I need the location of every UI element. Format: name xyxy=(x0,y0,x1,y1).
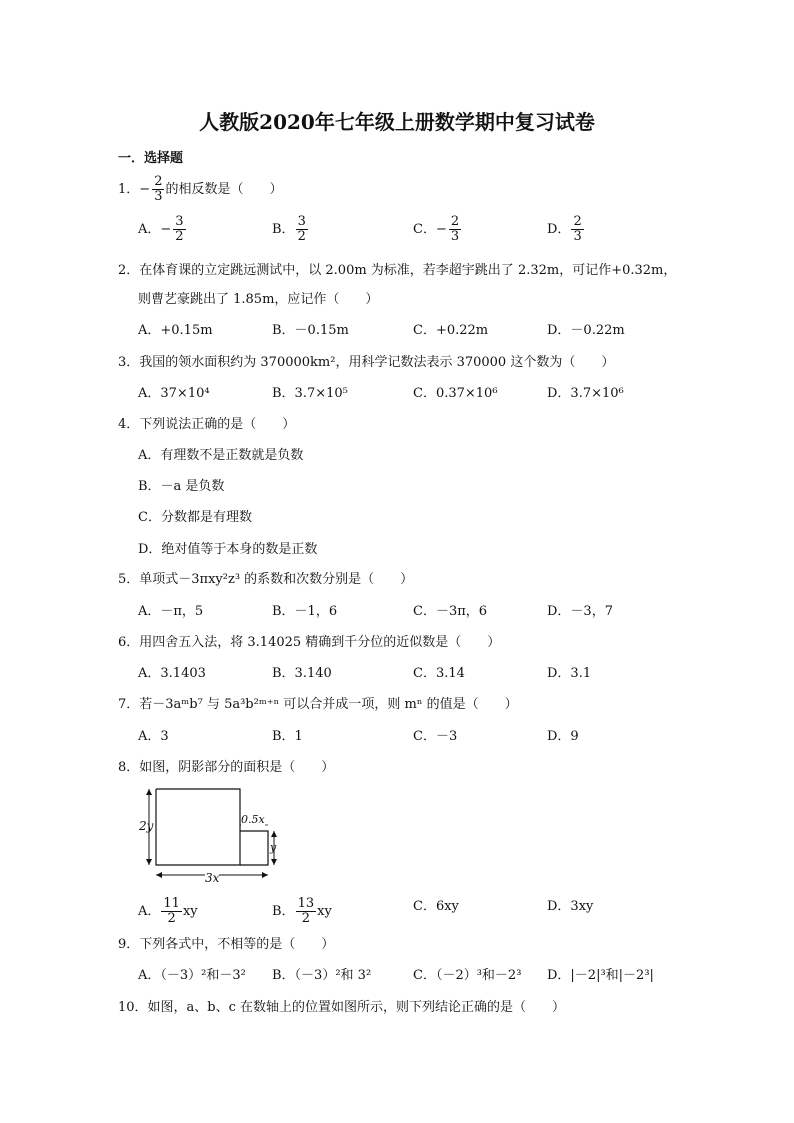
q9-option-c[interactable]: C．（－2）³和－2³ xyxy=(413,968,522,983)
q7-option-d[interactable]: D．9 xyxy=(547,729,579,744)
q1-option-c[interactable]: C．− $\frac{2}{3}$ xyxy=(413,214,460,244)
q3-option-d[interactable]: D．3.7×10⁶ xyxy=(547,386,624,401)
q9-option-b[interactable]: B．（－3）²和 3² xyxy=(272,968,372,983)
q9-option-d[interactable]: D．|－2|³和|－2³| xyxy=(547,968,654,983)
q2-option-b[interactable]: B．－0.15m xyxy=(272,323,349,338)
fig-label-2y: 2y xyxy=(139,819,154,833)
q2-option-a[interactable]: A．+0.15m xyxy=(138,323,213,338)
question-2-line1: 2．在体育课的立定跳远测试中，以 2.00m 为标准，若李超宇跳出了 2.32m，可记作+0.32m， xyxy=(118,263,677,278)
q7-option-a[interactable]: A．3 xyxy=(138,729,169,744)
question-2-line2: 则曹艺豪跳出了 1.85m，应记作（ ） xyxy=(138,292,379,307)
section-heading: 一．选择题 xyxy=(118,151,184,166)
q3-option-b[interactable]: B．3.7×10⁵ xyxy=(272,386,348,401)
q1-option-a[interactable]: A．− $\frac{3}{2}$ xyxy=(138,214,184,244)
page-title: 人教版2020年七年级上册数学期中复习试卷 xyxy=(199,110,595,134)
q4-option-d[interactable]: D．绝对值等于本身的数是正数 xyxy=(138,542,318,557)
q8-option-c[interactable]: C．6xy xyxy=(413,899,459,914)
q6-option-a[interactable]: A．3.1403 xyxy=(138,666,206,681)
q6-option-d[interactable]: D．3.1 xyxy=(547,666,592,681)
q1-option-b[interactable]: B． $\frac{3}{2}$ xyxy=(272,214,306,244)
q3-option-a[interactable]: A．37×10⁴ xyxy=(138,386,210,401)
question-1: 1．− $\frac{2}{3}$ 的相反数是（ ） xyxy=(118,174,283,204)
fig-label-3x: 3x xyxy=(205,871,220,885)
question-3: 3．我国的领水面积约为 370000km²，用科学记数法表示 370000 这个数为（ ） xyxy=(118,355,615,370)
q7-option-b[interactable]: B．1 xyxy=(272,729,303,744)
q2-option-c[interactable]: C．+0.22m xyxy=(413,323,489,338)
fig-label-0-5x: 0.5x xyxy=(241,813,265,826)
question-10: 10．如图，a、b、c 在数轴上的位置如图所示，则下列结论正确的是（ ） xyxy=(118,1000,566,1015)
q4-option-c[interactable]: C．分数都是有理数 xyxy=(138,510,252,525)
q8-option-d[interactable]: D．3xy xyxy=(547,899,594,914)
q9-option-a[interactable]: A．（－3）²和－3² xyxy=(138,968,246,983)
question-7: 7．若－3aᵐb⁷ 与 5a³b²ᵐ⁺ⁿ 可以合并成一项，则 mⁿ 的值是（ ） xyxy=(118,697,518,712)
q8-option-a[interactable]: A． $\frac{11}{2}$ xy xyxy=(138,896,198,926)
q1-option-d[interactable]: D． $\frac{2}{3}$ xyxy=(547,214,582,244)
q1-fraction: $\frac{2}{3}$ xyxy=(154,174,163,204)
q4-option-b[interactable]: B．－a 是负数 xyxy=(138,479,225,494)
question-8: 8．如图，阴影部分的面积是（ ） xyxy=(118,760,335,775)
q4-option-a[interactable]: A．有理数不是正数就是负数 xyxy=(138,448,304,463)
q6-option-c[interactable]: C．3.14 xyxy=(413,666,465,681)
q7-option-c[interactable]: C．－3 xyxy=(413,729,458,744)
q1-suffix: 的相反数是（ ） xyxy=(165,182,283,197)
q5-option-b[interactable]: B．－1，6 xyxy=(272,604,338,619)
q3-option-c[interactable]: C．0.37×10⁶ xyxy=(413,386,498,401)
question-4: 4．下列说法正确的是（ ） xyxy=(118,417,296,432)
fig-label-y: y xyxy=(270,841,277,854)
q5-option-d[interactable]: D．－3，7 xyxy=(547,604,613,619)
q1-prefix: 1． xyxy=(118,182,140,197)
q2-option-d[interactable]: D．－0.22m xyxy=(547,323,625,338)
question-9: 9．下列各式中，不相等的是（ ） xyxy=(118,937,335,952)
q5-option-c[interactable]: C．－3π，6 xyxy=(413,604,488,619)
question-6: 6．用四舍五入法，将 3.14025 精确到千分位的近似数是（ ） xyxy=(118,635,501,650)
question-5: 5．单项式－3πxy²z³ 的系数和次数分别是（ ） xyxy=(118,572,414,587)
q5-option-a[interactable]: A．－π，5 xyxy=(138,604,204,619)
q8-option-b[interactable]: B． $\frac{13}{2}$ xy xyxy=(272,896,332,926)
q6-option-b[interactable]: B．3.140 xyxy=(272,666,332,681)
